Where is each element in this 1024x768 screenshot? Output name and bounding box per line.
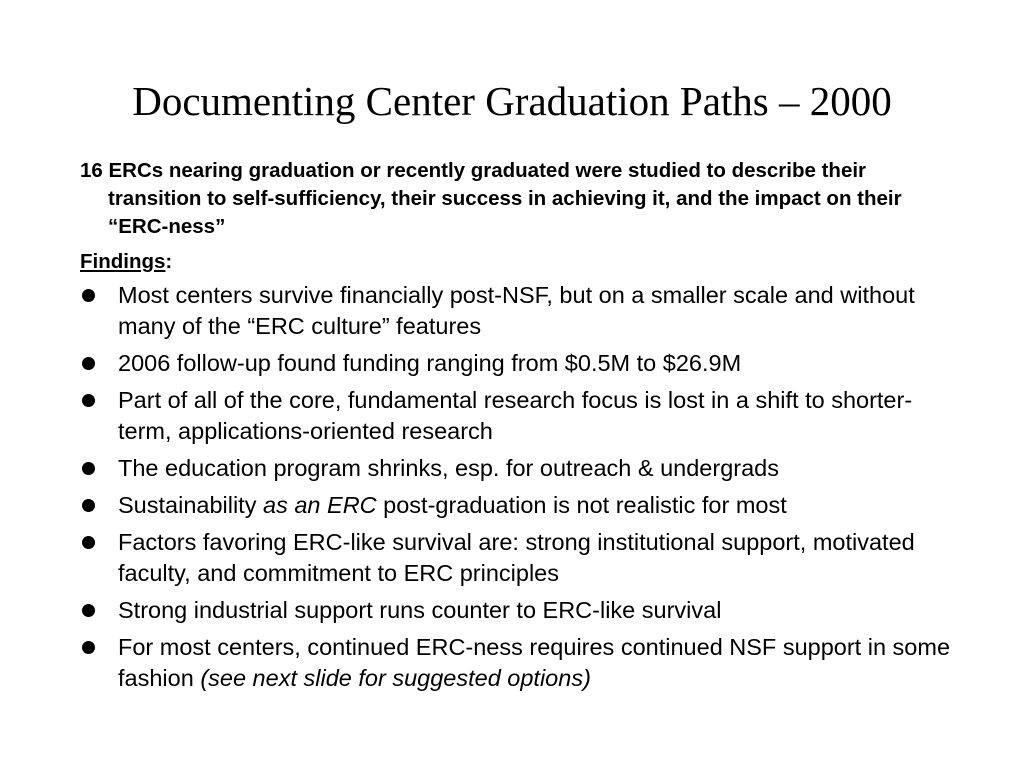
bullet-icon: [82, 499, 95, 512]
bullet-text: Strong industrial support runs counter to ERC-like survival: [118, 597, 722, 623]
findings-colon: :: [165, 250, 173, 273]
list-item: [80, 490, 960, 521]
bullet-icon: [82, 536, 95, 549]
list-item: [80, 632, 960, 694]
bullet-text-pre: Sustainability: [118, 492, 263, 518]
findings-label: Findings: [80, 250, 166, 273]
bullet-icon: [82, 641, 95, 654]
bullet-text: 2006 follow-up found funding ranging from $0.5M to $26.9M: [118, 350, 742, 376]
bullet-text: Most centers survive financially post-NSF, but on a smaller scale and without many of the “ERC culture” features: [118, 282, 915, 339]
findings-list: [80, 280, 960, 694]
bullet-icon: [82, 462, 95, 475]
list-item: [80, 527, 960, 589]
bullet-text: Part of all of the core, fundamental research focus is lost in a shift to shorter-term, applications-oriented research: [118, 387, 913, 444]
list-item: [80, 385, 960, 447]
bullet-icon: [82, 604, 95, 617]
bullet-text-italic: as an ERC: [263, 492, 377, 518]
bullet-text-pre: For most centers, continued ERC-ness requires continued NSF support in some fashion: [118, 634, 951, 691]
bullet-text-italic: (see next slide for suggested options): [200, 665, 591, 691]
bullet-text-post: post-graduation is not realistic for most: [376, 492, 787, 518]
list-item: [80, 453, 960, 484]
intro-paragraph: 16 ERCs nearing graduation or recently graduated were studied to describe their transition to self-sufficiency, their success in achieving it, and the impact on their “ERC-ness”: [80, 159, 902, 238]
bullet-icon: [82, 289, 95, 302]
list-item: [80, 280, 960, 342]
bullet-icon: [82, 357, 95, 370]
list-item: [80, 348, 960, 379]
bullet-text: The education program shrinks, esp. for outreach & undergrads: [118, 455, 779, 481]
bullet-text: Factors favoring ERC-like survival are: strong institutional support, motivated faculty, and commitment to ERC principles: [118, 529, 915, 586]
slide-title: Documenting Center Graduation Paths – 2000: [132, 78, 892, 124]
list-item: [80, 595, 960, 626]
slide-content: [80, 157, 960, 700]
findings-heading: [80, 248, 960, 276]
bullet-icon: [82, 394, 95, 407]
